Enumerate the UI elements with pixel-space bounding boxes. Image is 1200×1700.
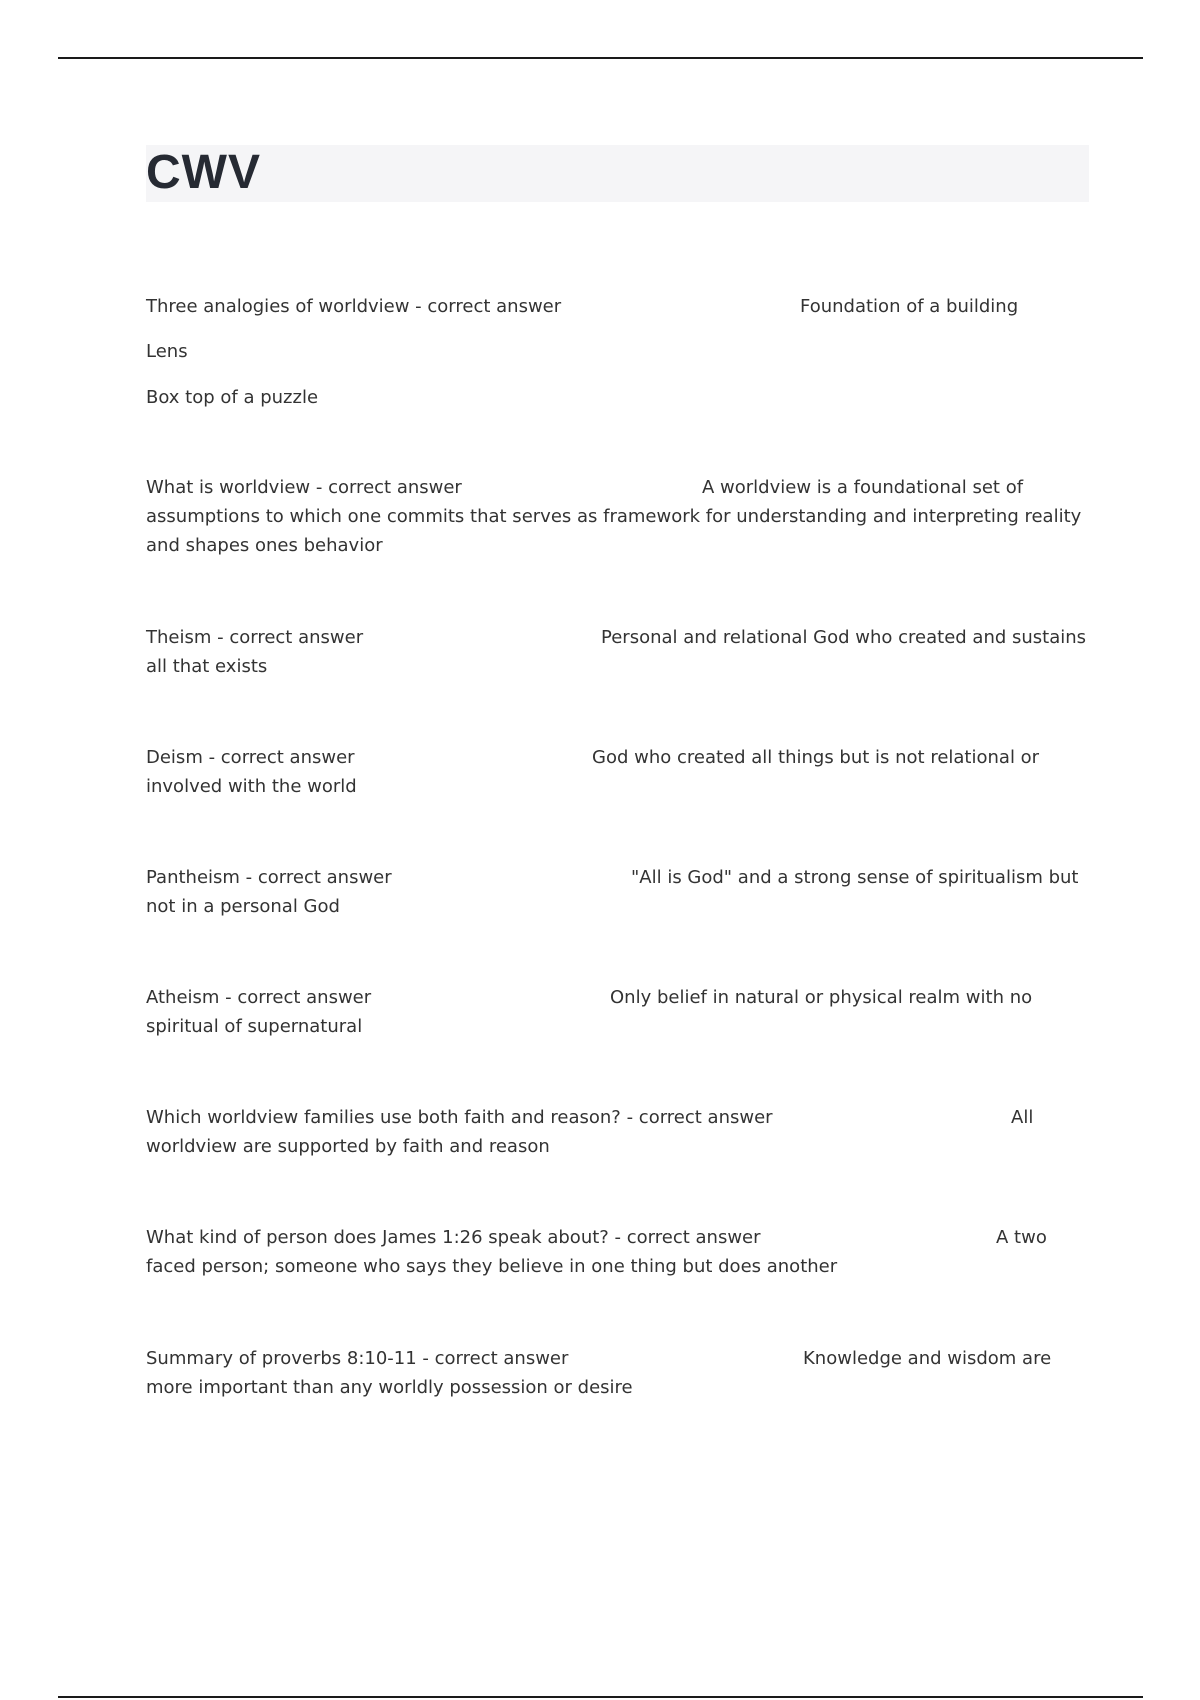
answer-start: Knowledge and wisdom are	[803, 1348, 1052, 1369]
question-text: Summary of proverbs 8:10-11 - correct answer	[146, 1348, 569, 1369]
question-text: What kind of person does James 1:26 speak about? - correct answer	[146, 1227, 761, 1248]
question-text: Pantheism - correct answer	[146, 867, 392, 888]
answer-line: and shapes ones behavior	[146, 535, 383, 556]
answer-line: spiritual of supernatural	[146, 1016, 363, 1037]
answer-line: more important than any worldly possession or desire	[146, 1377, 633, 1398]
answer-line: assumptions to which one commits that serves as framework for understanding and interpreting reality	[146, 506, 1082, 527]
answer-start: A two	[996, 1227, 1047, 1248]
flashcard	[146, 1103, 1086, 1161]
answer-line: worldview are supported by faith and reason	[146, 1136, 550, 1157]
answer-start: All	[1011, 1107, 1034, 1128]
top-rule	[58, 57, 1143, 59]
answer-start: Personal and relational God who created and sustains	[601, 627, 1087, 648]
answer-start: God who created all things but is not relational or	[592, 747, 1040, 768]
answer-start: "All is God" and a strong sense of spiritualism but	[631, 867, 1079, 888]
answer-start: A worldview is a foundational set of	[702, 477, 1024, 498]
answer-line: all that exists	[146, 656, 268, 677]
answer-start: Foundation of a building	[800, 296, 1019, 317]
answer-line: Box top of a puzzle	[146, 387, 319, 408]
answer-line: involved with the world	[146, 776, 357, 797]
question-text: What is worldview - correct answer	[146, 477, 462, 498]
flashcard	[146, 1223, 1086, 1281]
question-text: Theism - correct answer	[146, 627, 364, 648]
answer-line: Lens	[146, 341, 188, 362]
question-text: Three analogies of worldview - correct answer	[146, 296, 562, 317]
question-text: Deism - correct answer	[146, 747, 355, 768]
question-text: Which worldview families use both faith and reason? - correct answer	[146, 1107, 773, 1128]
question-text: Atheism - correct answer	[146, 987, 372, 1008]
answer-line: faced person; someone who says they believe in one thing but does another	[146, 1256, 838, 1277]
title-banner	[146, 145, 1089, 202]
page-title: CWV	[146, 146, 261, 199]
bottom-rule	[58, 1696, 1143, 1698]
answer-start: Only belief in natural or physical realm with no	[610, 987, 1033, 1008]
answer-line: not in a personal God	[146, 896, 340, 917]
